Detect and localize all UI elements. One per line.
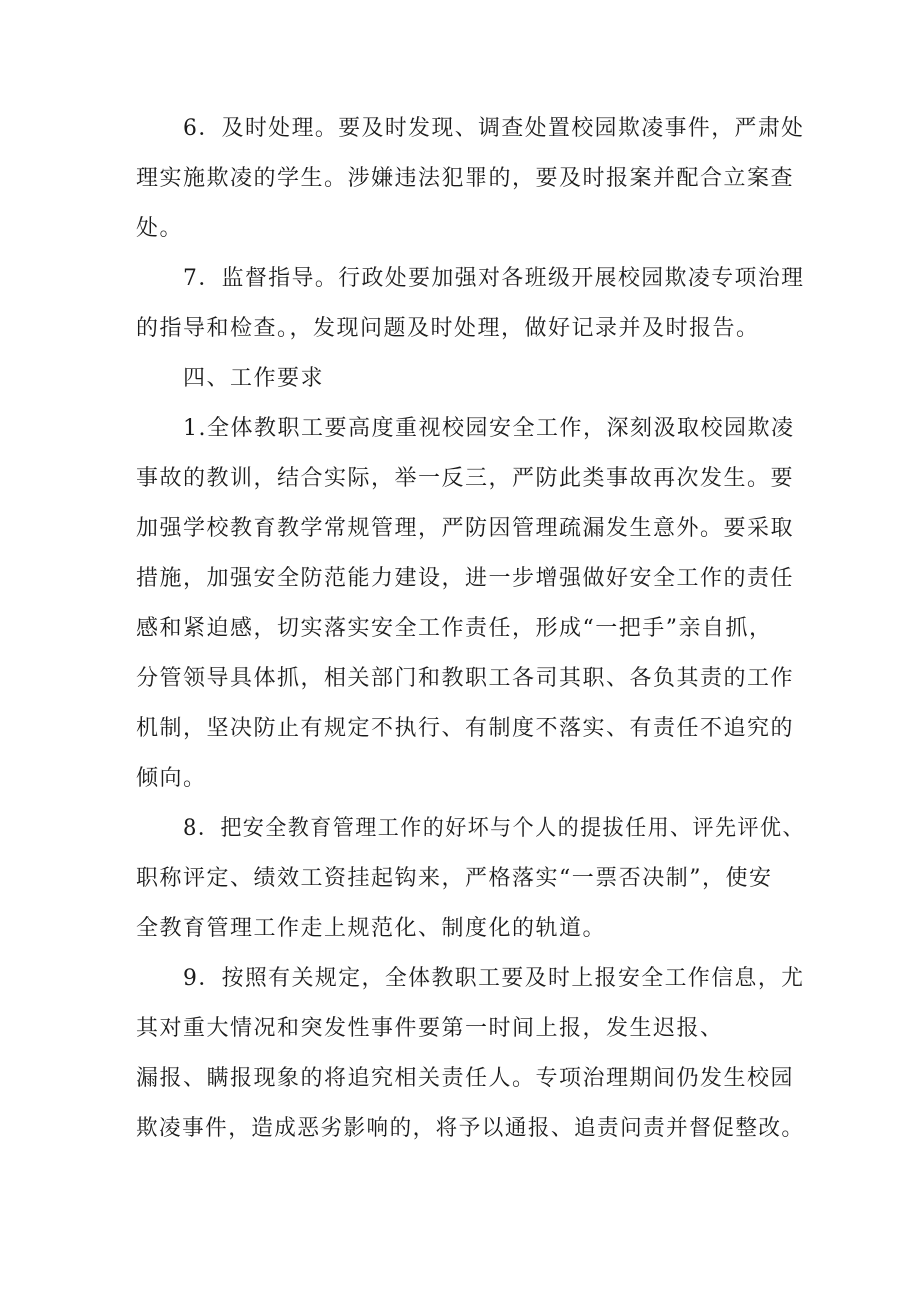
- req-1-line-2: 事故的教训，结合实际，举一反三，严防此类事故再次发生。要: [136, 466, 795, 491]
- req-1-line-8: 倾向。: [136, 766, 207, 791]
- item-9-line-2: 其对重大情况和突发性事件要第一时间上报，发生迟报、: [136, 1016, 724, 1041]
- item-8-line-1: 8．把安全教育管理工作的好坏与个人的提拔任用、评先评优、: [183, 816, 805, 841]
- item-9-line-3: 漏报、瞒报现象的将追究相关责任人。专项治理期间仍发生校园: [136, 1066, 795, 1091]
- req-1-line-4: 措施，加强安全防范能力建设，进一步增强做好安全工作的责任: [136, 566, 795, 591]
- item-6-line-1: 6．及时处理。要及时发现、调查处置校园欺凌事件，严肃处: [183, 116, 805, 141]
- item-8-line-3: 全教育管理工作走上规范化、制度化的轨道。: [136, 916, 607, 941]
- req-1-line-1: 1.全体教职工要高度重视校园安全工作，深刻汲取校园欺凌: [183, 416, 795, 441]
- req-1-line-3: 加强学校教育教学常规管理，严防因管理疏漏发生意外。要采取: [136, 516, 795, 541]
- item-6-line-3: 处。: [136, 216, 184, 241]
- req-1-line-7: 机制，坚决防止有规定不执行、有制度不落实、有责任不追究的: [136, 716, 795, 741]
- req-1-line-5: 感和紧迫感，切实落实安全工作责任，形成“一把手”亲自抓，: [136, 616, 773, 641]
- item-9-line-4: 欺凌事件，造成恶劣影响的，将予以通报、追责问责并督促整改。: [136, 1116, 805, 1141]
- item-7-line-2: 的指导和检查。，发现问题及时处理，做好记录并及时报告。: [136, 316, 760, 341]
- req-1-line-6: 分管领导具体抓，相关部门和教职工各司其职、各负其责的工作: [136, 666, 795, 691]
- item-8-line-2: 职称评定、绩效工资挂起钩来，严格落实“一票否决制”，使安: [136, 866, 773, 891]
- item-6-line-2: 理实施欺凌的学生。涉嫌违法犯罪的，要及时报案并配合立案查: [136, 166, 795, 191]
- item-7-line-1: 7．监督指导。行政处要加强对各班级开展校园欺凌专项治理: [183, 266, 805, 291]
- item-9-line-1: 9．按照有关规定，全体教职工要及时上报安全工作信息，尤: [183, 966, 805, 991]
- section-heading-work-requirements: 四、工作要求: [183, 366, 325, 391]
